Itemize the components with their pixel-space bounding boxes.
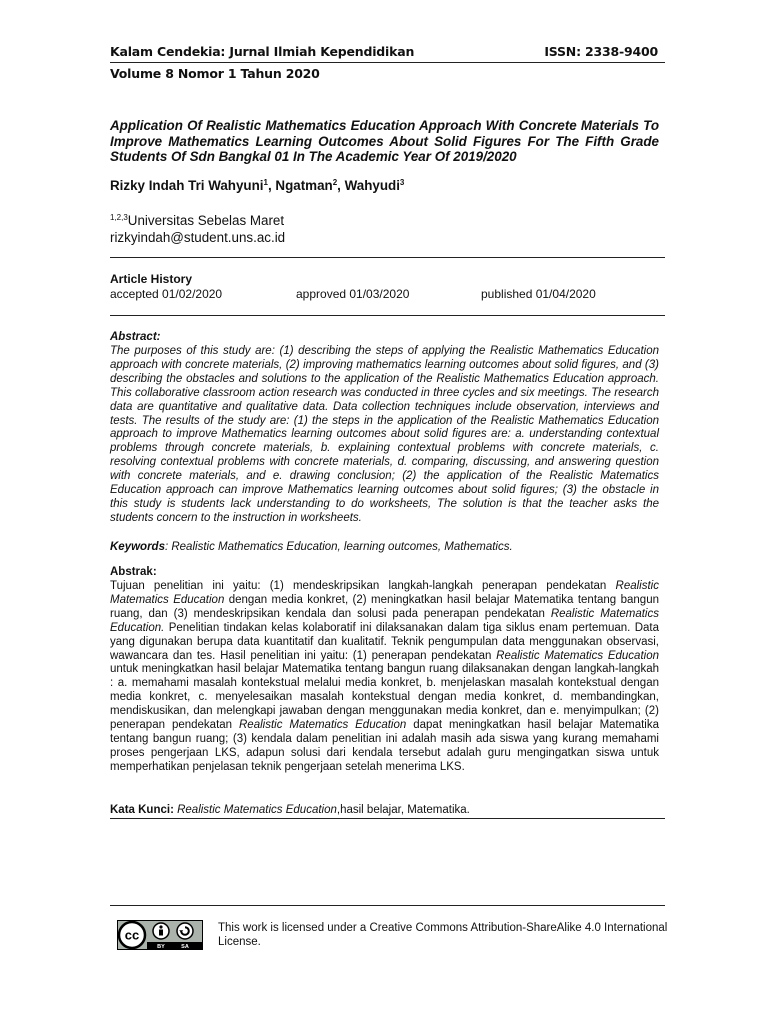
author-sup: 3 (399, 178, 405, 187)
kata-kunci-line (110, 804, 470, 816)
issn: ISSN: 2338-9400 (544, 44, 658, 59)
affiliation-block (110, 209, 285, 246)
abstrak-text-span: Tujuan penelitian ini yaitu: (1) mendeskripsikan langkah-langkah penerapan pendekatan (110, 580, 616, 592)
abstract-body: The purposes of this study are: (1) describing the steps of applying the Realistic Mathematics Education approach with concrete materials, (2) improving mathematics learning outcomes about solid figures, and (3) describing the obstacles and solutions to the application of the Realistic Mathematics Education approach. This collaborative classroom action research was conducted in three cycles and six meetings. The research data are quantitative and qualitative data. Data collection techniques include observation, interviews and tests. The results of the study are: (1) the steps in the application of the Realistic Mathematics Education approach to improve Mathematics learning outcomes about solid figures are: a. understanding contextual problems through concrete materials, b. explaining contextual problems with concrete materials, c. resolving contextual problems with concrete materials, d. comparing, discussing, and answering question with concrete materials, and e. drawing conclusion; (2) the application of the Realistic Matematics Education approach can improve Mathematics learning outcomes about solid figures; (3) the obstacle in this study is students lack understanding to do worksheets, The solution is that the teacher asks the students concern to the instruction in worksheets. (110, 345, 659, 524)
author-sup: 2 (332, 178, 338, 187)
author-name: Rizky Indah Tri Wahyuni (110, 178, 264, 193)
author-name: Wahyudi (344, 178, 400, 193)
affiliation-sup: 1,2,3 (110, 213, 128, 222)
published-date: published 01/04/2020 (481, 287, 596, 301)
author-list: Rizky Indah Tri Wahyuni$^1$, Ngatman$^2$, Wahyudi$^3$ (110, 178, 405, 193)
affiliation-name: Universitas Sebelas Maret (127, 213, 285, 228)
kata-kunci-value: ,hasil belajar, Matematika. (336, 804, 470, 816)
cc-glyph: cc (124, 927, 140, 943)
cc-by-sa-icon[interactable] (117, 920, 203, 950)
article-title: Application Of Realistic Mathematics Education Approach With Concrete Materials To Improve Mathematics Learning Outcomes About Solid Figures For The Fifth Grade Students Of Sdn Bangkal 01 In The Academic Year Of 2019/2020 (110, 118, 659, 165)
article-history-title: Article History (110, 272, 193, 286)
keywords-value: : Realistic Mathematics Education, learning outcomes, Mathematics. (164, 541, 513, 553)
abstrak-italic-span: Realistic Matematics Education. (110, 607, 659, 634)
approved-date: approved 01/03/2020 (296, 287, 410, 301)
author-name: Ngatman (275, 178, 333, 193)
author-sup: 1 (263, 178, 268, 187)
divider (110, 315, 665, 316)
author-email[interactable]: rizkyindah@student.uns.ac.id (110, 230, 286, 245)
abstrak-heading: Abstrak: (110, 566, 157, 578)
abstrak-italic-span: Realistic Matematics Education (496, 649, 659, 662)
by-glyph: BY (157, 944, 165, 950)
abstrak-text-span: dengan media konkret, (2) meningkatkan hasil belajar Matematika tentang bangun ruang, dan (3) mendeskripsikan kendala dan solusi pada penerapan pendekatan (110, 593, 659, 620)
journal-name: Kalam Cendekia: Jurnal Ilmiah Kependidikan (110, 44, 415, 59)
abstract-heading: Abstract: (110, 331, 161, 343)
keywords-label: Keywords (110, 541, 165, 553)
abstrak-text-span: dapat meningkatkan hasil belajar Matematika tentang bangun ruang; (3) kendala dalam penelitian ini adalah masih ada siswa yang kurang memahami proses pengerjaan LKS, adapun solusi dari kendala tersebut adalah guru mengingatkan siswa untuk memperhatikan penjelasan teknik pengerjaan setelah menerima LKS. (110, 719, 660, 773)
accepted-date: accepted 01/02/2020 (110, 287, 223, 301)
kata-kunci-italic: Realistic Matematics Education (173, 804, 337, 816)
divider (110, 818, 665, 819)
volume-info: Volume 8 Nomor 1 Tahun 2020 (110, 66, 320, 81)
sa-glyph: SA (181, 944, 189, 950)
abstrak-italic-span: Realistic Matematics Education (110, 580, 659, 606)
kata-kunci-label: Kata Kunci: (110, 804, 174, 816)
header-divider (110, 62, 665, 63)
abstrak-text-span: untuk meningkatkan hasil belajar Matematika tentang bangun ruang dilaksanakan dengan langkah-langkah : a. memahami masalah kontekstual melalui media konkret, b. menjelaskan masalah kontekstual dengan media konkret, c. menyelesaikan masalah kontekstual dengan media konkret, d. membandingkan, mendiskusikan, dan melengkapi jawaban dengan menggunakan media konkret, dan e. menyimpulkan; (2) penerapan pendekatan (110, 663, 659, 732)
license-text[interactable]: This work is licensed under a Creative Commons Attribution-ShareAlike 4.0 International License. (218, 922, 668, 948)
abstrak-text-span: Penelitian tindakan kelas kolaboratif ini dilaksanakan dalam tiga siklus enam pertemuan. Data yang digunakan berupa data kuantitatif dan kualitatif. Teknik pengumpulan data menggunakan observasi, wawancara dan tes. Hasil penelitian ini yaitu: (1) penerapan pendekatan (110, 621, 659, 662)
divider (110, 257, 665, 258)
abstrak-body (110, 580, 659, 775)
keywords-line (110, 541, 513, 553)
abstrak-italic-span: Realistic Matematics Education (239, 719, 407, 732)
footer-divider (110, 905, 665, 906)
